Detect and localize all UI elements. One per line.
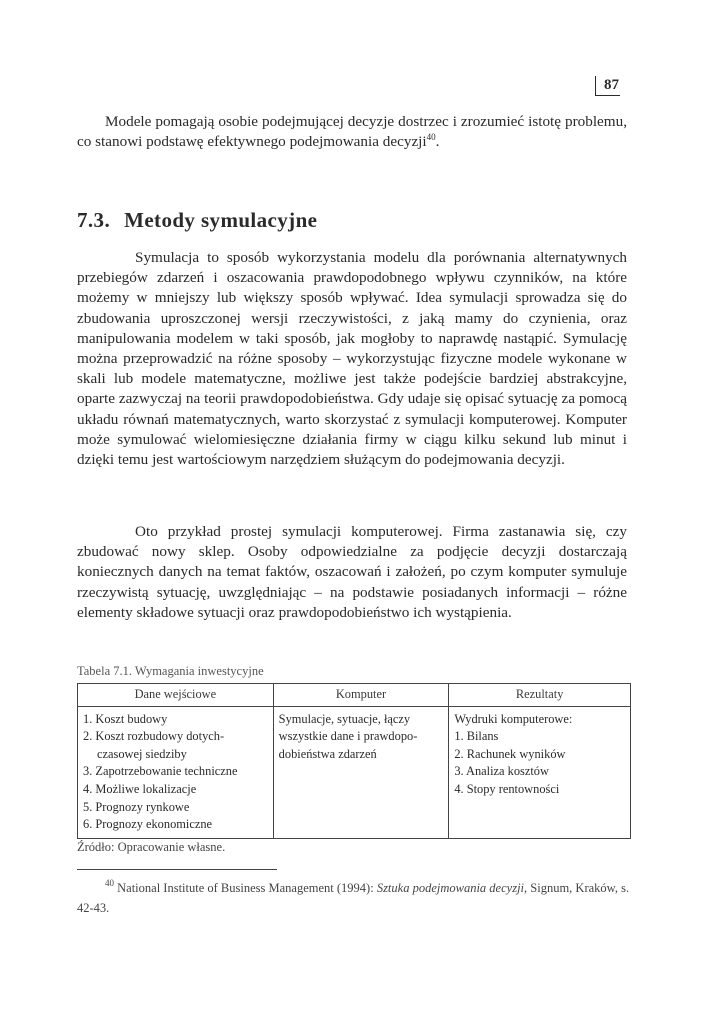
input-item: 2. Koszt rozbudowy dotych- bbox=[83, 729, 225, 744]
intro-paragraph-tail: . bbox=[435, 133, 440, 151]
input-item: 1. Koszt budowy bbox=[83, 711, 168, 726]
footnote-book-title: Sztuka podejmowania decyzji bbox=[376, 881, 525, 895]
results-cell bbox=[449, 706, 631, 838]
result-item: 4. Stopy rentowności bbox=[454, 781, 560, 796]
header-computer: Komputer bbox=[273, 684, 449, 707]
table-caption: Tabela 7.1. Wymagania inwestycyjne bbox=[77, 664, 264, 678]
header-input-data: Dane wejściowe bbox=[78, 684, 274, 707]
input-item-continuation: czasowej siedziby bbox=[97, 746, 187, 761]
table-source: Źródło: Opracowanie własne. bbox=[77, 840, 226, 854]
footnote-divider bbox=[77, 869, 277, 870]
input-item: 4. Możliwe lokalizacje bbox=[83, 781, 197, 796]
table-header-row bbox=[78, 684, 631, 707]
input-data-cell bbox=[78, 706, 274, 838]
result-item: 1. Bilans bbox=[454, 729, 499, 744]
intro-paragraph-text: Modele pomagają osobie podejmującej decyzje dostrzec i zrozumieć istotę problemu, co stanowi podstawę efektywnego podejmowania decyzji bbox=[77, 113, 627, 151]
computer-line: wszystkie dane i prawdopo- bbox=[278, 729, 418, 744]
section-title: Metody symulacyjne bbox=[124, 208, 318, 232]
table-body-row bbox=[78, 706, 631, 838]
footnote-number: 40 bbox=[105, 878, 114, 888]
result-item: 3. Analiza kosztów bbox=[454, 764, 549, 779]
computer-line: Symulacje, sytuacje, łączy bbox=[278, 711, 411, 726]
investment-requirements-table bbox=[77, 683, 631, 839]
paragraph-simulation-example: Oto przykład prostej symulacji komputerowej. Firma zastanawia się, czy zbudować nowy sklep. Osoby odpowiedzialne za podjęcie decyzji dostarczają koniecznych danych na temat faktów, oszacowań i założeń, po czym komputer symuluje rzeczywistą sytuację, uwzględniając – na podstawie posiadanych informacji – różne elementy składowe sytuacji oraz prawdopodobieństwo ich wystąpienia. bbox=[77, 523, 627, 621]
input-item: 6. Prognozy ekonomiczne bbox=[83, 817, 213, 832]
intro-paragraph bbox=[77, 112, 627, 152]
page-number: 87 bbox=[595, 76, 620, 96]
footnote-reference[interactable]: 40 bbox=[426, 132, 436, 143]
input-item: 3. Zapotrzebowanie techniczne bbox=[83, 764, 238, 779]
section-heading bbox=[77, 208, 317, 233]
result-item: 2. Rachunek wyników bbox=[454, 746, 566, 761]
header-results: Rezultaty bbox=[449, 684, 631, 707]
input-item: 5. Prognozy rynkowe bbox=[83, 799, 190, 814]
section-number: 7.3. bbox=[77, 208, 111, 232]
computer-cell bbox=[273, 706, 449, 838]
footnote bbox=[77, 878, 631, 918]
results-heading: Wydruki komputerowe: bbox=[454, 711, 573, 726]
paragraph-simulation-definition: Symulacja to sposób wykorzystania modelu dla porównania alternatywnych przebiegów zdarzeń i oszacowania prawdopodobnego wpływu czynników, na które możemy w mniejszy lub większy sposób wpływać. Idea symulacji sprowadza się do zbudowania uproszczonej wersji rzeczywistości, z jaką mamy do czynienia, oraz manipulowania modelem w taki sposób, jak mogłoby to naprawdę nastąpić. Symulację można przeprowadzić na różne sposoby – wykorzystując fizyczne modele wykonane w skali lub modele matematyczne, możliwe jest także podejście bardziej abstrakcyjne, oparte zazwyczaj na teorii prawdopodobieństwa. Gdy udaje się opisać sytuację za pomocą układu równań matematycznych, warto skorzystać z symulacji komputerowej. Komputer może symulować wielomiesięczne działania firmy w ciągu kilku sekund lub minut i dzięki temu jest wartościowym narzędziem służącym do podejmowania decyzji. bbox=[77, 249, 627, 469]
footnote-text-before: National Institute of Business Management (1994): bbox=[117, 881, 377, 895]
computer-line: dobieństwa zdarzeń bbox=[278, 746, 377, 761]
footnote-text-after: , Signum, Kraków, s. 42-43. bbox=[77, 881, 630, 915]
